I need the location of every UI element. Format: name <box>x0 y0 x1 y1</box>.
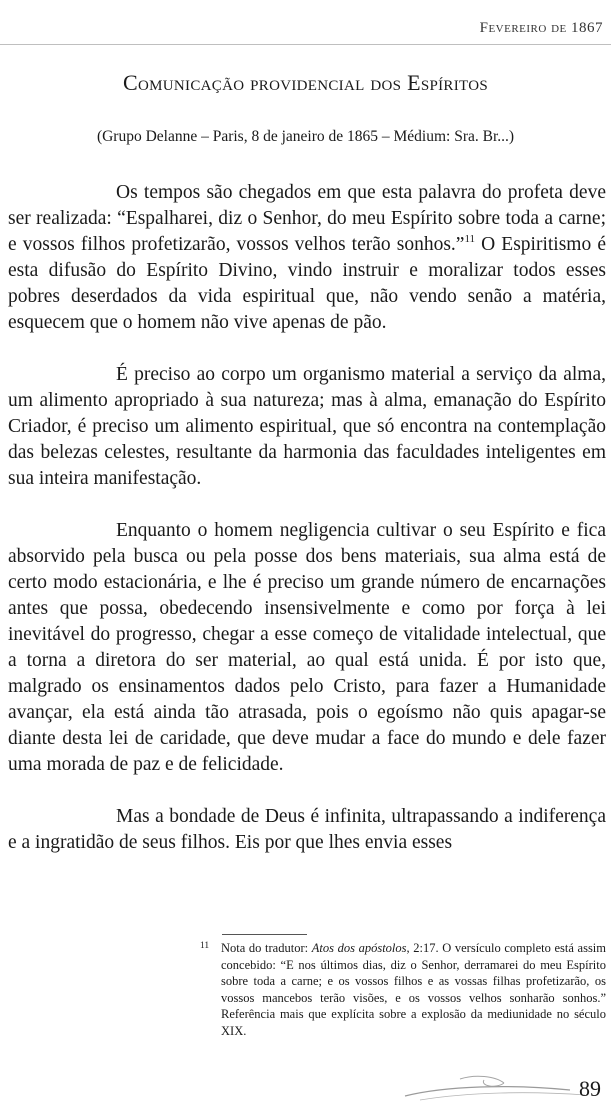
paragraph-3: Enquanto o homem negligencia cultivar o seu Espírito e fica absorvido pela busca ou pela posse dos bens materiais, sua alma está de certo modo estacionária, e lhe é preciso um grande número de encarnações antes que possa, obedecendo insensivelmente e como por força à lei inevitável do progresso, chegar a esse começo de vitalidade intelectual, que a torna a diretora do ser material, ao qual está unida. É por isto que, malgrado os ensinamentos dados pelo Cristo, para fazer a Humanidade avançar, ela está ainda tão atrasada, pois o egoísmo não quis apagar-se diante desta lei de caridade, que deve mudar a face do mundo e dele fazer uma morada de paz e de felicidade. <box>8 520 606 775</box>
paragraph-1 <box>8 180 606 336</box>
header-divider <box>0 44 611 45</box>
footnote-text: , 2:17. O versículo completo está assim concebido: “E nos últimos dias, diz o Senhor, derramarei do meu Espírito sobre toda a carne; e os vossos filhos e as vossas filhas profetizarão, os vossos mancebos terão visões, e os vossos velhos sonharão sonhos.” Referência mais que explícita sobre a explosão da mediunidade no século XIX. <box>221 941 606 1038</box>
decorative-flourish <box>400 1074 600 1104</box>
footnote-divider <box>222 934 307 935</box>
paragraph-2: É preciso ao corpo um organismo material a serviço da alma, um alimento apropriado à sua natureza; mas à alma, emanação do Espírito Criador, é preciso um alimento espiritual, que só encontra na contemplação das belezas celestes, resultante da harmonia das faculdades inteligentes em sua inteira manifestação. <box>8 364 606 489</box>
footnote-number: 11 <box>200 941 210 951</box>
running-header: Fevereiro de 1867 <box>479 20 603 36</box>
footnote-body <box>221 940 606 1039</box>
article-title: Comunicação providencial dos Espíritos <box>123 70 488 95</box>
paragraph-1-text: Os tempos são chegados em que esta palavra do profeta deve ser realizada: “Espalharei, diz o Senhor, do meu Espírito sobre toda a carne; e vossos filhos profetizarão, vossos velhos terão sonhos.” <box>8 182 606 255</box>
footnote-prefix: Nota do tradutor: <box>221 941 312 955</box>
footnote-reference[interactable]: 11 <box>464 233 476 245</box>
footnote-citation: Atos dos apóstolos <box>311 941 407 955</box>
article-body <box>8 180 606 856</box>
footnote <box>200 940 606 1039</box>
paragraph-4: Mas a bondade de Deus é infinita, ultrapassando a indiferença e a ingratidão de seus filhos. Eis por que lhes envia esses <box>8 806 606 853</box>
article-subtitle: (Grupo Delanne – Paris, 8 de janeiro de 1865 – Médium: Sra. Br...) <box>96 128 515 145</box>
page-number: 89 <box>579 1076 601 1101</box>
paragraph-1-text-continued: O Espiritismo é esta difusão do Espírito Divino, vindo instruir e moralizar todos esses pobres deserdados da vida espiritual que, não vendo senão a matéria, esquecem que o homem não vive apenas de pão. <box>8 234 606 333</box>
